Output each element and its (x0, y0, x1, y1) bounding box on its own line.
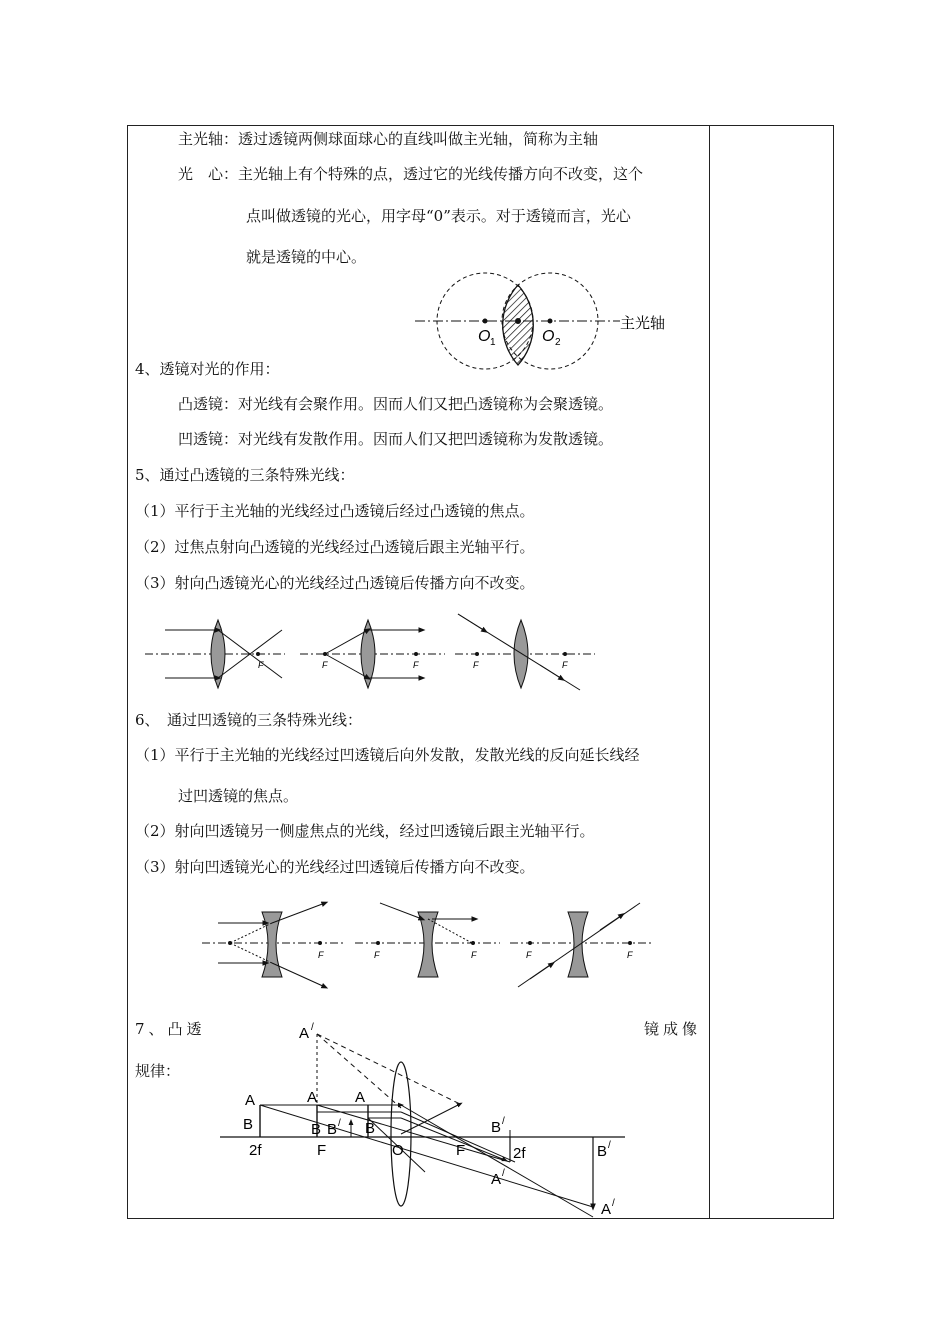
label-a-prime-top-mark: / (311, 1022, 314, 1033)
sec7-title-cont: 规律： (135, 1062, 181, 1080)
focus-label-3b: F (562, 660, 568, 670)
c-ray-3-arrow-in (530, 964, 552, 979)
concave-lens-1 (262, 912, 282, 977)
focus-dot-2a (323, 652, 327, 656)
c-focus-dot-1b (318, 941, 322, 945)
sec6-title: 6、 通过凹透镜的三条特殊光线： (135, 711, 363, 729)
ray-virtual-1 (317, 1034, 460, 1104)
c-focus-label-1b: F (318, 950, 324, 960)
label-b-prime-1-mark: / (338, 1118, 341, 1129)
c-focus-label-3b: F (627, 950, 633, 960)
label-a-prime-far: A (601, 1201, 612, 1218)
c-focus-dot-3a (528, 941, 532, 945)
label-f-right: F (456, 1142, 466, 1159)
label-o: O (392, 1142, 404, 1159)
sec6-item1b: 过凹透镜的焦点。 (178, 787, 299, 805)
optical-center-definition-1: 光 心：主光轴上有个特殊的点，透过它的光线传播方向不改变，这个 (178, 165, 644, 183)
label-b-1: B (243, 1116, 254, 1133)
label-o1-sub: 1 (490, 337, 496, 348)
optical-center-definition-2: 点叫做透镜的光心，用字母“0”表示。对于透镜而言，光心 (246, 207, 631, 225)
label-b-prime-3: B (597, 1143, 608, 1160)
center-dot-o2 (548, 319, 553, 324)
lens-geometry-diagram (410, 265, 710, 375)
label-o2: O (542, 328, 555, 345)
sec6-item1a: （1）平行于主光轴的光线经过凹透镜后向外发散，发散光线的反向延长线经 (135, 746, 640, 764)
ray-3-arrow-out (540, 665, 562, 679)
label-main-axis: 主光轴 (620, 315, 666, 332)
center-dot-o1 (483, 319, 488, 324)
c-focus-dot-2b (471, 941, 475, 945)
sec4-concave: 凹透镜：对光线有发散作用。因而人们又把凹透镜称为发散透镜。 (178, 430, 614, 448)
sec6-item2: （2）射向凹透镜另一侧虚焦点的光线，经过凹透镜后跟主光轴平行。 (135, 822, 595, 840)
focus-dot-2b (414, 652, 418, 656)
sec5-item3: （3）射向凸透镜光心的光线经过凸透镜后传播方向不改变。 (135, 574, 535, 592)
sec4-title: 4、透镜对光的作用： (135, 360, 280, 378)
c-focus-label-2b: F (471, 950, 477, 960)
ray-refract-3 (401, 1118, 505, 1160)
sec7-title-left: 7、凸透 (135, 1020, 206, 1038)
label-b-3: B (365, 1120, 376, 1137)
focus-label-2a: F (322, 660, 328, 670)
c-focus-dot-2a (376, 941, 380, 945)
label-a-2: A (307, 1089, 318, 1106)
label-2f-right: 2f (513, 1145, 526, 1162)
label-b-prime-1: B (327, 1121, 338, 1138)
label-b-prime-2: B (491, 1119, 502, 1136)
ray-3-arrow-in (458, 614, 485, 631)
lens-overlap-hatched (503, 285, 534, 365)
concave-lens-3 (568, 912, 588, 977)
concave-lens-rays-diagram (200, 895, 660, 995)
convex-lens-rays-diagram (140, 610, 610, 700)
c-focus-label-2a: F (374, 950, 380, 960)
label-a-prime-far-mark: / (612, 1198, 615, 1209)
c-focus-label-3a: F (526, 950, 532, 960)
label-a-1: A (245, 1092, 256, 1109)
sec5-item1: （1）平行于主光轴的光线经过凸透镜后经过凸透镜的焦点。 (135, 502, 535, 520)
c-focus-dot-3b (628, 941, 632, 945)
label-a-prime-mid: A (491, 1171, 502, 1188)
convex-imaging-diagram (215, 1012, 635, 1218)
convex-lens-3 (514, 620, 528, 688)
label-2f-left: 2f (249, 1142, 262, 1159)
c-focus-dot-1a (228, 941, 232, 945)
label-o1: O (478, 328, 491, 345)
center-dot-o (515, 318, 521, 324)
c-ray-2a (380, 903, 422, 919)
label-b-2: B (311, 1121, 322, 1138)
c-ray-3-arrow-out (600, 915, 622, 930)
concave-lens-2 (418, 912, 438, 977)
focus-dot-3b (563, 652, 567, 656)
focus-label-2b: F (413, 660, 419, 670)
label-a-prime-top: A (299, 1025, 310, 1042)
sec5-item2: （2）过焦点射向凸透镜的光线经过凸透镜后跟主光轴平行。 (135, 538, 535, 556)
label-a-3: A (355, 1089, 366, 1106)
sec5-title: 5、通过凸透镜的三条特殊光线： (135, 466, 355, 484)
label-b-prime-3-mark: / (608, 1140, 611, 1151)
optical-center-definition-3: 就是透镜的中心。 (246, 248, 367, 266)
label-f-left: F (317, 1142, 327, 1159)
sec6-item3: （3）射向凹透镜光心的光线经过凹透镜后传播方向不改变。 (135, 858, 535, 876)
focus-label-3a: F (473, 660, 479, 670)
main-axis-definition: 主光轴：透过透镜两侧球面球心的直线叫做主光轴，简称为主轴 (178, 130, 599, 148)
sec4-convex: 凸透镜：对光线有会聚作用。因而人们又把凸透镜称为会聚透镜。 (178, 395, 614, 413)
label-o2-sub: 2 (555, 337, 561, 348)
ray-center-2 (317, 1105, 510, 1162)
label-a-prime-mid-mark: / (502, 1168, 505, 1179)
focus-dot-3a (475, 652, 479, 656)
label-b-prime-2-mark: / (502, 1116, 505, 1127)
focus-dot-1 (256, 652, 260, 656)
c-ray-1d-ext (230, 943, 272, 963)
focus-label-1: F (258, 660, 264, 670)
sec7-title-right: 镜成像 (644, 1020, 702, 1038)
